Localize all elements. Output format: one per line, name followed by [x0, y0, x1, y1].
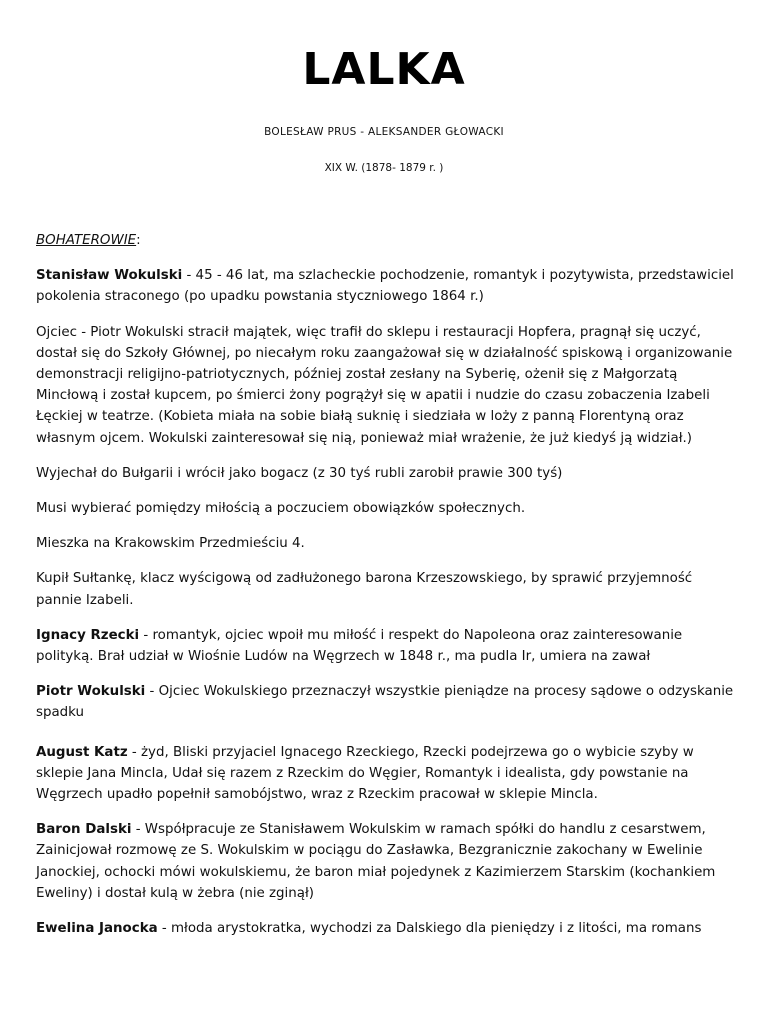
character-name: August Katz	[36, 744, 128, 760]
character-name: Ignacy Rzecki	[36, 627, 140, 643]
document-era: XIX W. (1878- 1879 r. )	[324, 162, 444, 174]
paragraph-text: Kupił Sułtankę, klacz wyścigową od zadłużonego barona Krzeszowskiego, by sprawić przyjemność pannie Izabeli.	[36, 571, 693, 608]
character-name: Baron Dalski	[36, 822, 132, 838]
character-name: Stanisław Wokulski	[36, 268, 183, 284]
paragraph-bulgaria	[36, 463, 736, 484]
section-heading: BOHATEROWIE	[36, 233, 137, 248]
paragraph-text: - młoda arystokratka, wychodzi za Dalskiego dla pieniędzy i z litości, ma romans	[157, 921, 702, 937]
paragraph-text: - Ojciec Wokulskiego przeznaczył wszystkie pieniądze na procesy sądowe o odzyskanie spadku	[36, 684, 734, 721]
character-name: Piotr Wokulski	[36, 684, 146, 700]
document-author: BOLESŁAW PRUS - ALEKSANDER GŁOWACKI	[264, 126, 504, 138]
paragraph-text: - żyd, Bliski przyjaciel Ignacego Rzeckiego, Rzecki podejrzewa go o wybicie szyby w sklepie Jana Mincla, Udał się razem z Rzeckim do Węgier, Romantyk i idealista, gdy powstanie na Węgrzech upadło popełnił samobójstwo, wraz z Rzeckim pracował w sklepie Mincla.	[36, 744, 694, 803]
section-heading-line	[36, 230, 736, 251]
paragraph-text: Wyjechał do Bułgarii i wrócił jako bogacz (z 30 tyś rubli zarobił prawie 300 tyś)	[36, 465, 563, 481]
paragraph-sultanka	[36, 568, 736, 610]
document-body	[36, 230, 736, 953]
paragraph-text: - Współpracuje ze Stanisławem Wokulskim w ramach spółki do handlu z cesarstwem, Zainicjował rozmowę ze S. Wokulskim w pociągu do Zasławka, Bezgranicznie zakochany w Ewelinie Janockiej, ochocki mówi wokulskiemu, że baron miał pojedynek z Kazimierzem Starskim (kochankiem Eweliny) i dostał kulą w żebra (nie zginął)	[36, 822, 716, 901]
paragraph-residence	[36, 533, 736, 554]
paragraph-text: Ojciec - Piotr Wokulski stracił majątek, więc trafił do sklepu i restauracji Hopfera, pragnął się uczyć, dostał się do Szkoły Głównej, po niecałym roku zaangażował się w działalność spiskową i organizowanie demonstracji religijno-patriotycznych, później został zesłany na Syberię, ożenił się z Małgorzatą Mincłową i został kupcem, po śmierci żony pogrążył się w apatii i nudzie do czasu zobaczenia Izabeli Łęckiej w teatrze. (Kobieta miała na sobie białą suknię i siedziała w loży z panną Florentyną oraz własnym ojcem. Wokulski zainteresował się nią, ponieważ miał wrażenie, że już kiedyś ją widział.)	[36, 324, 733, 446]
paragraph-text: Mieszka na Krakowskim Przedmieściu 4.	[36, 536, 305, 552]
paragraph-text: - 45 - 46 lat, ma szlacheckie pochodzenie, romantyk i pozytywista, przedstawiciel pokolenia straconego (po upadku powstania styczniowego 1864 r.)	[36, 268, 734, 305]
paragraph-ewelina-janocka	[36, 918, 736, 939]
section-heading-colon: :	[136, 233, 141, 248]
paragraph-text: - romantyk, ojciec wpoił mu miłość i respekt do Napoleona oraz zainteresowanie polityką. Brał udział w Wiośnie Ludów na Węgrzech w 1848 r., ma pudla Ir, umiera na zawał	[36, 627, 683, 665]
paragraph-wokulski-biography	[36, 322, 736, 449]
paragraph-august-katz	[36, 742, 736, 806]
paragraph-piotr-wokulski	[36, 681, 736, 723]
character-name: Ewelina Janocka	[36, 921, 158, 937]
paragraph-rzecki	[36, 625, 736, 667]
document-title: LALKA	[302, 44, 466, 95]
paragraph-choice	[36, 498, 736, 519]
paragraph-baron-dalski	[36, 819, 736, 904]
paragraph-wokulski	[36, 265, 736, 307]
paragraph-text: Musi wybierać pomiędzy miłością a poczuciem obowiązków społecznych.	[36, 501, 526, 517]
